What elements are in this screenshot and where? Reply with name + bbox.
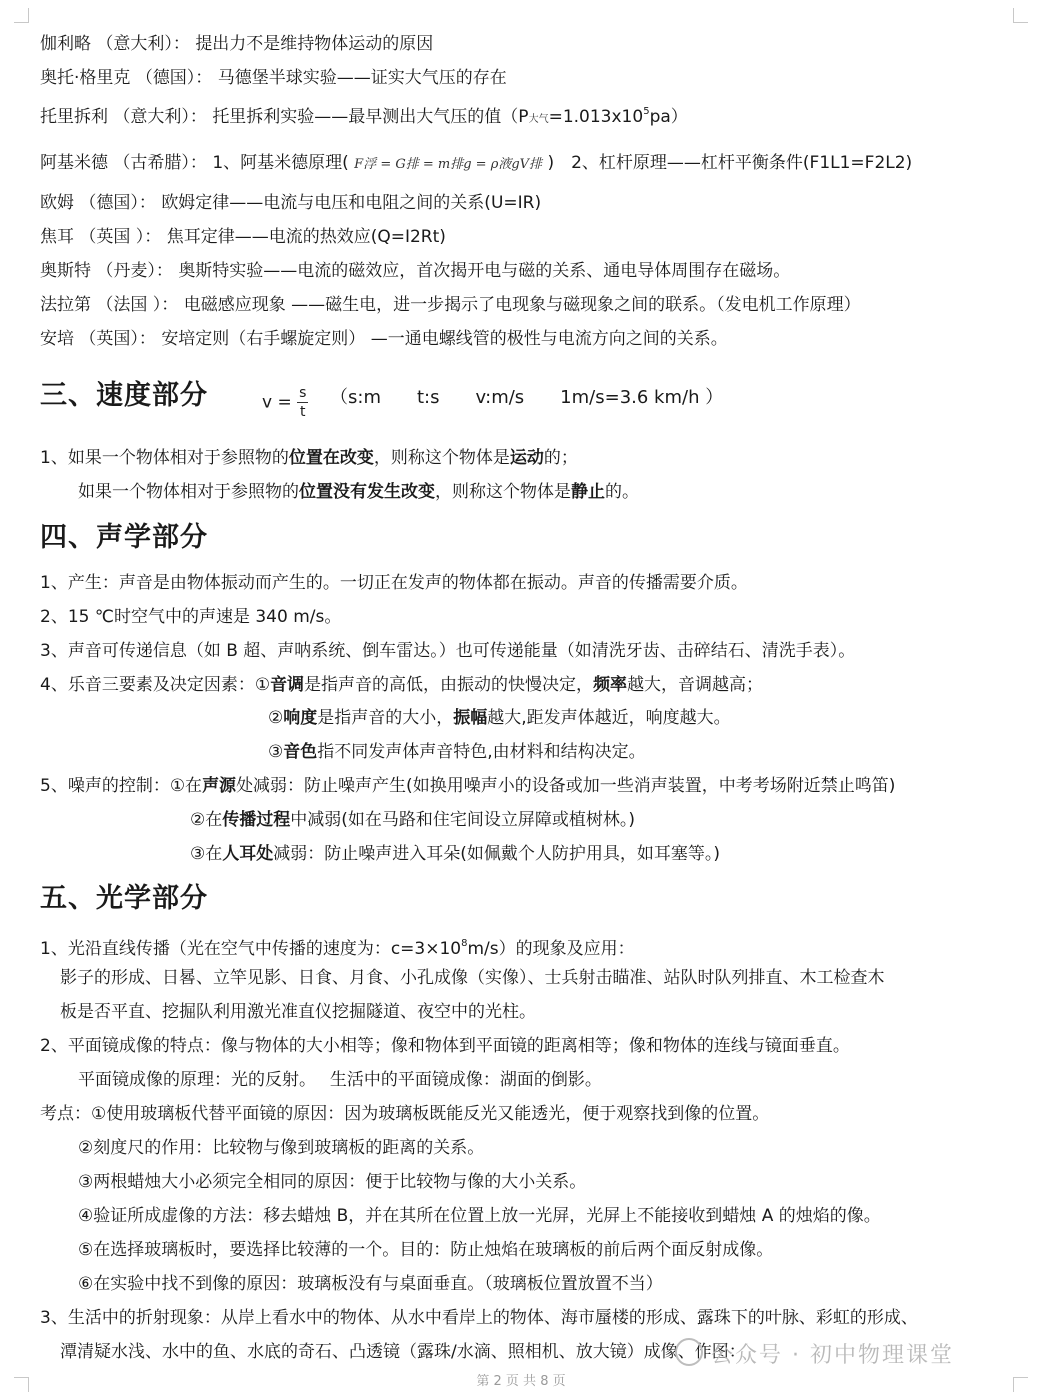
section-heading-speed: 三、速度部分 xyxy=(40,380,208,411)
text-run: 是指声音的大小， xyxy=(317,708,454,728)
speed-paragraph-1 xyxy=(40,446,578,470)
scientist-country: （德国）： xyxy=(135,68,213,88)
optics-line: 潭清疑水浅、水中的鱼、水底的奇石、凸透镜（露珠/水滴、照相机、放大镜）成像、作图： xyxy=(60,1342,746,1362)
formula-numerator: s xyxy=(299,385,307,401)
scientist-name: 奥斯特 xyxy=(40,261,91,281)
text-run: 如果一个物体相对于参照物的 xyxy=(78,482,299,502)
scientist-contribution: 安培定则（右手螺旋定则） —一通电螺线管的极性与电流方向之间的关系。 xyxy=(161,329,728,349)
acoustics-line xyxy=(40,673,763,697)
scientist-name: 法拉第 xyxy=(40,295,91,315)
text-run: 的； xyxy=(543,448,578,468)
formula-denominator: t xyxy=(300,404,306,420)
bold-term: 位置在改变 xyxy=(288,448,374,468)
watermark-text: 公众号 · 初中物理课堂 xyxy=(711,1343,954,1368)
optics-line: ⑤在选择玻璃板时，要选择比较薄的一个。目的：防止烛焰在玻璃板的前后两个面反射成像。 xyxy=(78,1240,774,1260)
acoustics-line xyxy=(190,808,635,832)
scientist-line xyxy=(40,293,861,317)
scientist-line xyxy=(40,32,433,56)
formula-lhs: v = xyxy=(262,392,292,413)
scientist-line xyxy=(40,191,541,215)
acoustics-line: 2、15 ℃时空气中的声速是 340 m/s。 xyxy=(40,607,342,627)
text-run: ③在 xyxy=(190,844,223,864)
text-run: 指不同发声体声音特色,由材料和结构决定。 xyxy=(317,742,646,762)
section-heading-acoustics: 四、声学部分 xyxy=(40,522,208,553)
text-run: ③ xyxy=(268,742,284,762)
scientist-name: 安培 xyxy=(40,329,74,349)
speed-formula xyxy=(262,384,308,421)
scientist-name: 奥托·格里克 xyxy=(40,68,131,88)
text-run: 中减弱(如在马路和住宅间设立屏障或植树林。) xyxy=(290,810,636,830)
scientist-contribution: 奥斯特实验——电流的磁效应，首次揭开电与磁的关系、通电导体周围存在磁场。 xyxy=(178,261,791,281)
scientist-contribution: 电磁感应现象 ——磁生电，进一步揭示了电现象与磁现象之间的联系。（发电机工作原理） xyxy=(183,295,861,315)
optics-line xyxy=(40,932,635,961)
optics-line: 板是否平直、挖掘队利用激光准直仪挖掘隧道、夜空中的光柱。 xyxy=(60,1002,536,1022)
optics-line: 影子的形成、日晷、立竿见影、日食、月食、小孔成像（实像）、士兵射击瞄准、站队时队列排直、木工检查木 xyxy=(60,968,885,988)
scientist-contribution: 欧姆定律——电流与电压和电阻之间的关系(U=IR) xyxy=(161,193,542,213)
text-run: 的。 xyxy=(605,482,639,502)
scientist-line xyxy=(40,225,446,249)
page-corner-mark xyxy=(1013,8,1028,23)
bold-term: 运动 xyxy=(509,448,544,468)
scientist-contribution: 马德堡半球实验——证实大气压的存在 xyxy=(217,68,507,88)
speed-paragraph-2 xyxy=(78,480,639,504)
text-run: 处减弱：防止噪声产生(如换用噪声小的设备或加一些消声装置，中考考场附近禁止鸣笛) xyxy=(236,776,896,796)
scientist-country: （意大利）： xyxy=(96,34,190,54)
bold-term: 人耳处 xyxy=(222,844,274,864)
optics-line: ③两根蜡烛大小必须完全相同的原因：便于比较物与像的大小关系。 xyxy=(78,1172,587,1192)
acoustics-line: 3、声音可传递信息（如 B 超、声呐系统、倒车雷达。）也可传递能量（如清洗牙齿、击碎结石、清洗手表）。 xyxy=(40,641,856,661)
lever-principle: ) 2、杠杆原理——杠杆平衡条件(F1L1=F2L2) xyxy=(547,153,913,173)
page-footer: 第 2 页 共 8 页 xyxy=(476,1374,566,1389)
subscript: 大气 xyxy=(528,114,549,125)
bold-term: 频率 xyxy=(593,675,628,695)
bold-term: 音调 xyxy=(270,675,305,695)
scientist-contribution: 提出力不是维持物体运动的原因 xyxy=(195,34,434,54)
speed-units: （s:m t:s v:m/s 1m/s=3.6 km/h ） xyxy=(330,387,724,408)
bold-term: 位置没有发生改变 xyxy=(299,482,435,502)
watermark xyxy=(675,1338,954,1369)
optics-line: 3、生活中的折射现象：从岸上看水中的物体、从水中看岸上的物体、海市蜃楼的形成、露珠下的叶脉、彩虹的形成、 xyxy=(40,1308,918,1328)
scientist-country: （丹麦）： xyxy=(96,261,173,281)
scientist-name: 伽利略 xyxy=(40,34,91,54)
text-run: m/s）的现象及应用： xyxy=(467,939,635,959)
text-run: ② xyxy=(268,708,284,728)
text-run: ，则称这个物体是 xyxy=(373,448,510,468)
optics-line: ④验证所成虚像的方法：移去蜡烛 B，并在其所在位置上放一光屏，光屏上不能接收到蜡烛 A 的烛焰的像。 xyxy=(78,1206,881,1226)
scientist-name: 阿基米德 xyxy=(40,153,108,173)
scientist-line xyxy=(40,66,507,90)
acoustics-line xyxy=(190,842,720,866)
acoustics-line: 1、产生：声音是由物体振动而产生的。一切正在发声的物体都在振动。声音的传播需要介质。 xyxy=(40,573,748,593)
pressure-unit: pa） xyxy=(649,107,688,127)
optics-line: 2、平面镜成像的特点：像与物体的大小相等；像和物体到平面镜的距离相等；像和物体的连线与镜面垂直。 xyxy=(40,1036,850,1056)
text-run: 1、光沿直线传播（光在空气中传播的速度为：c=3×10 xyxy=(40,939,462,959)
acoustics-line xyxy=(40,774,895,798)
archimedes-formula: F浮 = G排 = m排g = ρ液gV排 xyxy=(354,157,543,172)
pressure-value: =1.013x10 xyxy=(548,107,644,127)
text-run: 越大，音调越高； xyxy=(627,675,764,695)
text-run: ②在 xyxy=(190,810,223,830)
superscript: 5 xyxy=(643,106,650,117)
text-run: 越大,距发声体越近，响度越大。 xyxy=(487,708,731,728)
superscript: 8 xyxy=(461,938,468,949)
scientist-line xyxy=(40,327,728,351)
bold-term: 振幅 xyxy=(453,708,488,728)
scientist-country: （意大利）： xyxy=(113,107,207,127)
bold-term: 响度 xyxy=(283,708,318,728)
bold-term: 音色 xyxy=(283,742,318,762)
bold-term: 传播过程 xyxy=(222,810,291,830)
scientist-country: （古希腊）： xyxy=(113,153,207,173)
optics-line: 考点：①使用玻璃板代替平面镜的原因：因为玻璃板既能反光又能透光，便于观察找到像的位置。 xyxy=(40,1104,770,1124)
scientist-line xyxy=(40,259,790,283)
section-heading-optics: 五、光学部分 xyxy=(40,883,208,914)
bold-term: 声源 xyxy=(202,776,237,796)
text-run: 5、噪声的控制：①在 xyxy=(40,776,203,796)
scientist-country: （英国）： xyxy=(79,329,156,349)
scientist-country: （德国）： xyxy=(79,193,156,213)
scientist-name: 欧姆 xyxy=(40,193,74,213)
text-run: 1、如果一个物体相对于参照物的 xyxy=(40,448,289,468)
scientist-contribution: 焦耳定律——电流的热效应(Q=I2Rt) xyxy=(166,227,446,247)
scientist-country: （法国 ）： xyxy=(96,295,179,315)
text-run: 减弱：防止噪声进入耳朵(如佩戴个人防护用具，如耳塞等。) xyxy=(273,844,721,864)
optics-line: ②刻度尺的作用：比较物与像到玻璃板的距离的关系。 xyxy=(78,1138,485,1158)
acoustics-line xyxy=(268,706,731,730)
optics-line: 平面镜成像的原理：光的反射。 生活中的平面镜成像：湖面的倒影。 xyxy=(78,1070,602,1090)
scientist-name: 托里拆利 xyxy=(40,107,108,127)
formula-fraction xyxy=(297,384,308,421)
scientist-contribution: 1、阿基米德原理( xyxy=(212,153,349,173)
text-run: 是指声音的高低，由振动的快慢决定， xyxy=(304,675,594,695)
scientist-line xyxy=(40,151,912,177)
text-run: 4、乐音三要素及决定因素：① xyxy=(40,675,271,695)
wechat-icon xyxy=(675,1338,703,1366)
scientist-country: （英国 ）： xyxy=(79,227,162,247)
acoustics-line xyxy=(268,740,646,764)
page-corner-mark xyxy=(14,8,29,23)
scientist-name: 焦耳 xyxy=(40,227,74,247)
bold-term: 静止 xyxy=(571,482,605,502)
scientist-contribution: 托里拆利实验——最早测出大气压的值（P xyxy=(212,107,529,127)
optics-line: ⑥在实验中找不到像的原因：玻璃板没有与桌面垂直。（玻璃板位置放置不当） xyxy=(78,1274,663,1294)
scientist-line xyxy=(40,100,688,132)
text-run: ，则称这个物体是 xyxy=(435,482,571,502)
